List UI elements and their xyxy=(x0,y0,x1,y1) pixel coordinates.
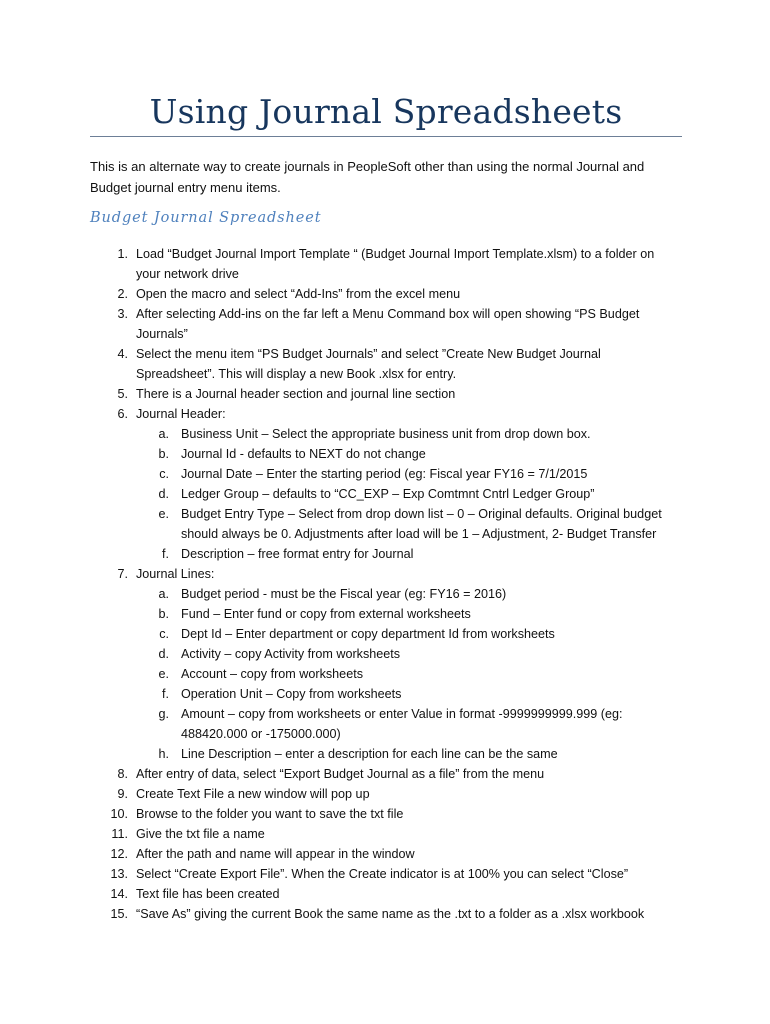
sub-letter: a. xyxy=(158,427,169,441)
sub-letter: b. xyxy=(158,447,169,461)
sub-item xyxy=(136,424,676,444)
page-title: Using Journal Spreadsheets xyxy=(149,92,623,131)
section-heading: Budget Journal Spreadsheet xyxy=(90,210,322,226)
step-item xyxy=(0,904,678,924)
sub-item xyxy=(136,504,676,544)
step-text: “Save As” giving the current Book the same name as the .txt to a folder as a .xlsx workbook xyxy=(136,907,645,921)
sub-item xyxy=(136,464,676,484)
sub-text: Operation Unit – Copy from worksheets xyxy=(181,687,402,701)
sub-text: Ledger Group – defaults to “CC_EXP – Exp Comtmnt Cntrl Ledger Group” xyxy=(181,487,595,501)
steps-list xyxy=(0,244,770,924)
step-number: 7. xyxy=(117,567,128,581)
step-text: Browse to the folder you want to save the txt file xyxy=(136,807,404,821)
step-number: 15. xyxy=(110,907,128,921)
sub-item xyxy=(136,584,676,604)
sub-item xyxy=(136,604,676,624)
step-item xyxy=(0,244,678,284)
sub-letter: e. xyxy=(158,667,169,681)
sub-item xyxy=(136,484,676,504)
step-item xyxy=(0,844,678,864)
step-item xyxy=(0,804,678,824)
step-number: 10. xyxy=(110,807,128,821)
sub-text: Activity – copy Activity from worksheets xyxy=(181,647,401,661)
sub-letter: b. xyxy=(158,607,169,621)
step-item xyxy=(0,564,678,764)
journal-header-sublist xyxy=(136,424,678,564)
step-number: 13. xyxy=(110,867,128,881)
sub-item xyxy=(136,744,676,764)
journal-lines-sublist xyxy=(136,584,678,764)
sub-letter: f. xyxy=(162,687,169,701)
step-number: 11. xyxy=(111,827,128,841)
title-divider xyxy=(90,136,682,137)
step-text: Select the menu item “PS Budget Journals” and select ”Create New Budget Journal Spreadsheet”. This will display a new Book .xlsx for entry. xyxy=(136,347,601,381)
sub-letter: c. xyxy=(159,627,169,641)
sub-text: Business Unit – Select the appropriate business unit from drop down box. xyxy=(181,427,591,441)
step-text: Create Text File a new window will pop up xyxy=(136,787,370,801)
sub-item xyxy=(136,684,676,704)
step-item xyxy=(0,884,678,904)
step-number: 3. xyxy=(117,307,128,321)
step-item xyxy=(0,284,678,304)
sub-letter: e. xyxy=(158,507,169,521)
sub-item xyxy=(136,624,676,644)
sub-text: Account – copy from worksheets xyxy=(181,667,363,681)
sub-letter: g. xyxy=(158,707,169,721)
step-text: There is a Journal header section and journal line section xyxy=(136,387,456,401)
step-number: 5. xyxy=(117,387,128,401)
sub-text: Budget period - must be the Fiscal year (eg: FY16 = 2016) xyxy=(181,587,507,601)
step-text: Journal Lines: xyxy=(136,567,215,581)
step-number: 8. xyxy=(117,767,128,781)
sub-text: Description – free format entry for Journal xyxy=(181,547,414,561)
sub-letter: h. xyxy=(158,747,169,761)
sub-text: Amount – copy from worksheets or enter Value in format -9999999999.999 (eg: 488420.000 or -175000.000) xyxy=(181,707,623,741)
step-item xyxy=(0,344,678,384)
step-item xyxy=(0,864,678,884)
step-text: After selecting Add-ins on the far left a Menu Command box will open showing “PS Budget Journals” xyxy=(136,307,640,341)
sub-letter: d. xyxy=(158,487,169,501)
step-item xyxy=(0,784,678,804)
step-text: After entry of data, select “Export Budget Journal as a file” from the menu xyxy=(136,767,545,781)
step-number: 2. xyxy=(117,287,128,301)
step-item xyxy=(0,384,678,404)
sub-item xyxy=(136,664,676,684)
step-number: 9. xyxy=(117,787,128,801)
step-text: Journal Header: xyxy=(136,407,226,421)
step-text: Open the macro and select “Add-Ins” from the excel menu xyxy=(136,287,461,301)
step-text: Give the txt file a name xyxy=(136,827,265,841)
step-number: 6. xyxy=(117,407,128,421)
sub-item xyxy=(136,444,676,464)
step-text: Text file has been created xyxy=(136,887,280,901)
step-number: 14. xyxy=(110,887,128,901)
step-number: 4. xyxy=(117,347,128,361)
sub-item xyxy=(136,644,676,664)
sub-letter: f. xyxy=(162,547,169,561)
step-number: 12. xyxy=(110,847,128,861)
sub-text: Journal Id - defaults to NEXT do not change xyxy=(181,447,426,461)
sub-letter: d. xyxy=(158,647,169,661)
step-text: Load “Budget Journal Import Template “ (Budget Journal Import Template.xlsm) to a folder on your network drive xyxy=(136,247,655,281)
sub-text: Journal Date – Enter the starting period (eg: Fiscal year FY16 = 7/1/2015 xyxy=(181,467,588,481)
sub-letter: a. xyxy=(158,587,169,601)
sub-text: Fund – Enter fund or copy from external worksheets xyxy=(181,607,471,621)
step-number: 1. xyxy=(117,247,128,261)
sub-letter: c. xyxy=(159,467,169,481)
sub-item xyxy=(136,704,676,744)
sub-text: Dept Id – Enter department or copy department Id from worksheets xyxy=(181,627,555,641)
step-item xyxy=(0,304,678,344)
sub-item xyxy=(136,544,676,564)
step-item xyxy=(0,764,678,784)
sub-text: Line Description – enter a description for each line can be the same xyxy=(181,747,558,761)
step-text: After the path and name will appear in the window xyxy=(136,847,415,861)
intro-paragraph: This is an alternate way to create journals in PeopleSoft other than using the normal Journal and Budget journal entry menu items. xyxy=(90,159,645,195)
step-item xyxy=(0,404,678,564)
sub-text: Budget Entry Type – Select from drop down list – 0 – Original defaults. Original budget should always be 0. Adjustments after load will be 1 – Adjustment, 2- Budget Transfer xyxy=(181,507,662,541)
step-text: Select “Create Export File”. When the Create indicator is at 100% you can select “Close” xyxy=(136,867,629,881)
step-item xyxy=(0,824,678,844)
